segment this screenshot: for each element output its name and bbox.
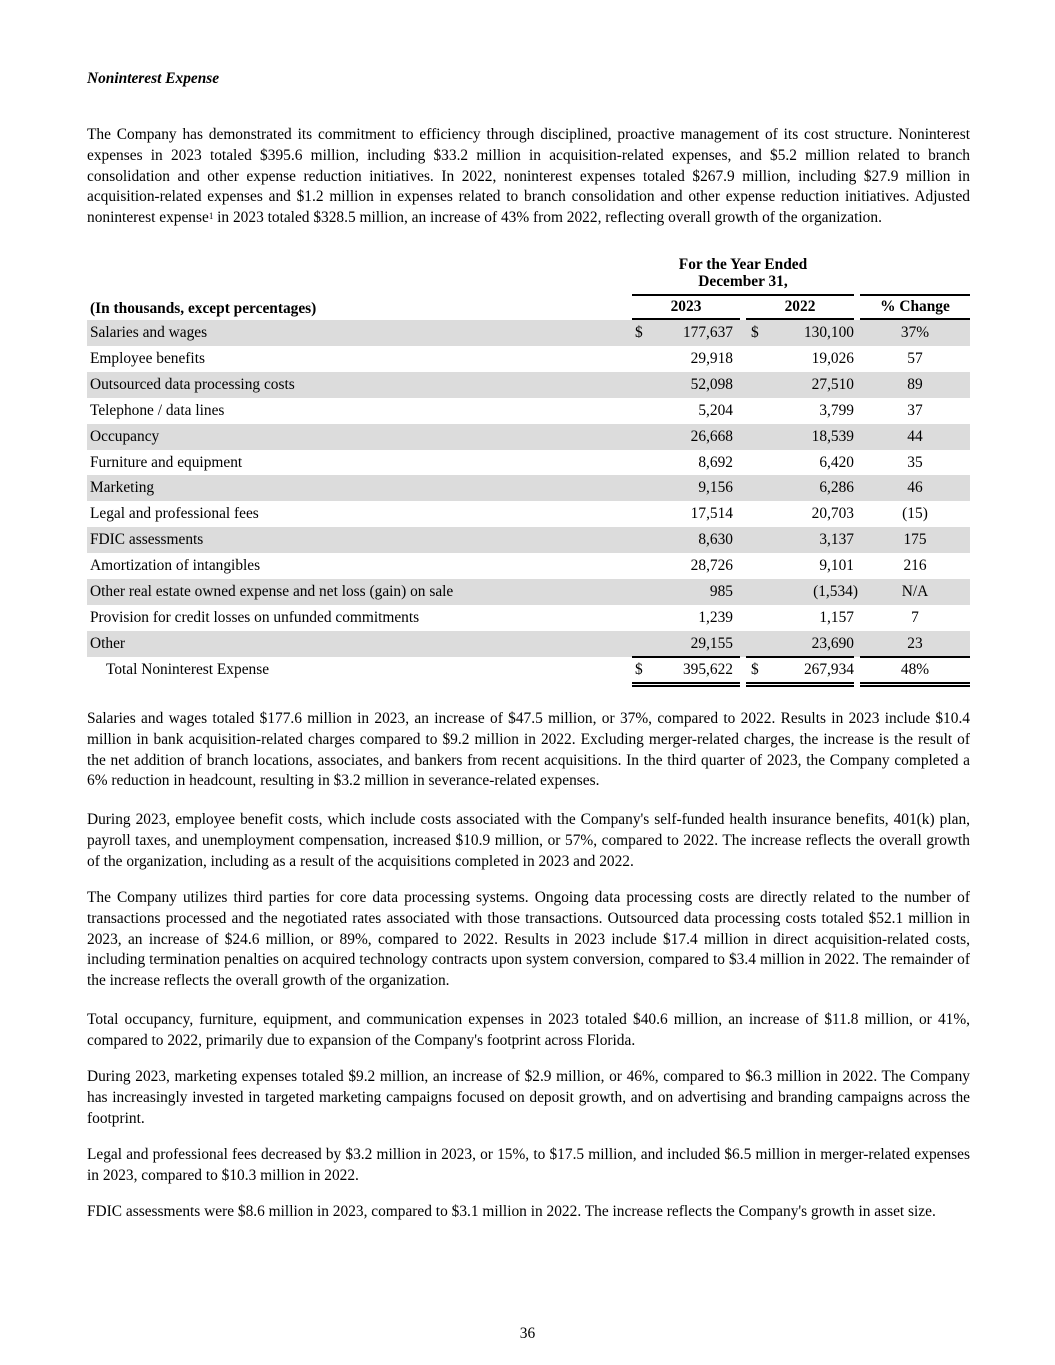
double-rule — [746, 682, 854, 684]
col-header-2022: 2022 — [784, 298, 816, 315]
double-rule — [860, 685, 970, 687]
benefits-paragraph: During 2023, employee benefit costs, which include costs associated with the Company's self-funded health insurance benefits, 401(k) plan, payroll taxes, and unemployment compensation, increased $10.9 million, or 57%, compared to 2022. The increase reflects the overall growth of the organization, including as a result of the acquisitions completed in 2023 and 2022. — [87, 811, 970, 870]
intro-text-cont: in 2023 totaled $328.5 million, an increase of 43% from 2022, reflecting overall growth of the organization. — [213, 209, 882, 227]
table-row — [87, 346, 970, 372]
table-row — [87, 631, 970, 657]
percent-change: 23 — [907, 634, 923, 652]
row-label: Furniture and equipment — [90, 453, 243, 471]
percent-change: 44 — [907, 427, 923, 445]
table-row — [87, 398, 970, 424]
percent-change: 37% — [900, 324, 930, 341]
header-rule — [632, 294, 854, 296]
row-label: Legal and professional fees — [90, 505, 259, 523]
row-label: Occupancy — [90, 427, 160, 445]
value-2023: 8,692 — [698, 453, 733, 471]
table-row — [87, 424, 970, 450]
double-rule — [632, 685, 740, 687]
percent-change: 57 — [907, 349, 923, 367]
value-2023: 28,726 — [690, 557, 733, 575]
total-dollar-2023: $ — [635, 661, 643, 678]
period-header — [632, 256, 854, 290]
percent-change: 175 — [903, 531, 927, 549]
dollar-sign-2023: $ — [635, 324, 643, 341]
salaries-paragraph: Salaries and wages totaled $177.6 million in 2023, an increase of $47.5 million, or 37%, compared to 2022. Results in 2023 include $10.4 million in bank acquisition-related charges compared to $9.2 million in 2022. Excluding merger-related charges, the increase is the result of the net addition of branch locations, associates, and bankers from recent acquisitions. In the third quarter of 2023, the Company completed a 6% reduction in headcount, resulting in $3.2 million in severance-related expenses. — [87, 710, 970, 790]
table-row — [87, 527, 970, 553]
value-2022: 18,539 — [811, 427, 854, 445]
row-label: Outsourced data processing costs — [90, 375, 295, 393]
value-2023: 17,514 — [690, 505, 733, 523]
data-processing-paragraph: The Company utilizes third parties for core data processing systems. Ongoing data processing costs are directly related to the number of transactions processed and the negotiated rates associated with those transactions. Outsourced data processing costs totaled $52.1 million in 2023, an increase of $24.6 million, or 89%, compared to 2022. Results in 2023 include $17.4 million in direct acquisition-related costs, including termination penalties on acquired technology contracts upon system conversion, compared to $3.4 million in 2022. The remainder of the increase reflects the overall growth of the organization. — [87, 889, 970, 990]
value-2022: 3,137 — [819, 531, 854, 549]
value-2022: (1,534) — [813, 583, 858, 600]
percent-change: 89 — [907, 375, 923, 393]
section-heading: Noninterest Expense — [87, 70, 220, 87]
value-2022: 130,100 — [803, 324, 854, 341]
page-number: 36 — [519, 1325, 536, 1342]
total-row — [87, 657, 970, 683]
percent-change: N/A — [901, 583, 929, 600]
value-2022: 9,101 — [819, 557, 854, 575]
value-2022: 23,690 — [811, 634, 854, 652]
table-row — [87, 320, 970, 346]
marketing-paragraph: During 2023, marketing expenses totaled $9.2 million, an increase of $2.9 million, or 46%, compared to $6.3 million in 2022. The Company has increasingly invested in targeted marketing campaigns focused on deposit growth, and on advertising and branding campaigns across the footprint. — [87, 1068, 970, 1127]
percent-change: 37 — [907, 401, 923, 419]
footnote-marker: 1 — [208, 211, 214, 222]
occupancy-paragraph: Total occupancy, furniture, equipment, and communication expenses in 2023 totaled $40.6 million, an increase of $11.8 million, or 41%, compared to 2022, primarily due to expansion of the Company's footprint across Florida. — [87, 1011, 970, 1049]
col-header-change: % Change — [880, 298, 950, 315]
percent-change: 46 — [907, 479, 923, 497]
table-row — [87, 475, 970, 501]
col-header-2023: 2023 — [670, 298, 702, 315]
row-label: Other real estate owned expense and net loss (gain) on sale — [90, 583, 454, 600]
intro-text: The Company has demonstrated its commitment to efficiency through disciplined, proactive management of its cost structure. Noninterest expenses in 2023 totaled $395.6 million, including $33.2 million in acquisition-related expenses, and $5.2 million related to branch consolidation and other expense reduction initiatives. In 2022, noninterest expenses totaled $267.9 million, including $27.9 million in acquisition-related expenses and $1.2 million in expenses related to branch consolidation and other expense reduction initiatives. Adjusted noninterest expense — [87, 126, 970, 227]
row-label: Marketing — [90, 479, 155, 497]
value-2023: 29,155 — [690, 634, 733, 652]
value-2022: 6,420 — [819, 453, 854, 471]
value-2022: 27,510 — [811, 375, 854, 393]
value-2023: 177,637 — [682, 324, 733, 341]
total-dollar-2022: $ — [751, 661, 759, 678]
value-2023: 1,239 — [698, 608, 733, 626]
row-label: Telephone / data lines — [90, 401, 225, 419]
row-label: FDIC assessments — [90, 531, 204, 549]
legal-paragraph: Legal and professional fees decreased by $3.2 million in 2023, or 15%, to $17.5 million, and included $6.5 million in merger-related expenses in 2023, compared to $10.3 million in 2022. — [87, 1146, 970, 1184]
total-2023: 395,622 — [682, 661, 733, 678]
table-row — [87, 450, 970, 476]
value-2023: 985 — [709, 583, 733, 600]
percent-change: 216 — [903, 557, 927, 575]
header-rule — [860, 294, 970, 296]
value-2023: 9,156 — [698, 479, 733, 497]
double-rule — [860, 682, 970, 684]
row-label: Other — [90, 634, 126, 652]
value-2023: 5,204 — [698, 401, 733, 419]
row-label: Provision for credit losses on unfunded commitments — [90, 608, 420, 626]
value-2023: 52,098 — [690, 375, 733, 393]
percent-change: 35 — [907, 453, 923, 471]
table-row — [87, 553, 970, 579]
period-header-line1: For the Year Ended — [678, 256, 808, 273]
value-2023: 26,668 — [690, 427, 733, 445]
double-rule — [746, 685, 854, 687]
intro-paragraph — [87, 125, 970, 229]
fdic-paragraph: FDIC assessments were $8.6 million in 2023, compared to $3.1 million in 2022. The increase reflects the Company's growth in asset size. — [87, 1203, 936, 1220]
percent-change: (15) — [902, 505, 928, 523]
double-rule — [632, 682, 740, 684]
value-2022: 3,799 — [819, 401, 854, 419]
dollar-sign-2022: $ — [751, 324, 759, 341]
row-label: Employee benefits — [90, 349, 205, 367]
value-2022: 6,286 — [819, 479, 854, 497]
percent-change: 7 — [911, 608, 919, 626]
total-2022: 267,934 — [803, 661, 854, 678]
value-2023: 8,630 — [698, 531, 733, 549]
total-change: 48% — [900, 661, 930, 678]
value-2022: 1,157 — [819, 608, 854, 626]
value-2022: 19,026 — [811, 349, 854, 367]
value-2022: 20,703 — [811, 505, 854, 523]
row-label: Salaries and wages — [90, 324, 208, 341]
table-row — [87, 605, 970, 631]
table-row — [87, 501, 970, 527]
total-label: Total Noninterest Expense — [106, 661, 270, 678]
table-row — [87, 372, 970, 398]
period-header-line2: December 31, — [698, 273, 788, 290]
table-row — [87, 579, 970, 605]
value-2023: 29,918 — [690, 349, 733, 367]
units-label: (In thousands, except percentages) — [90, 300, 317, 317]
row-label: Amortization of intangibles — [90, 557, 261, 575]
